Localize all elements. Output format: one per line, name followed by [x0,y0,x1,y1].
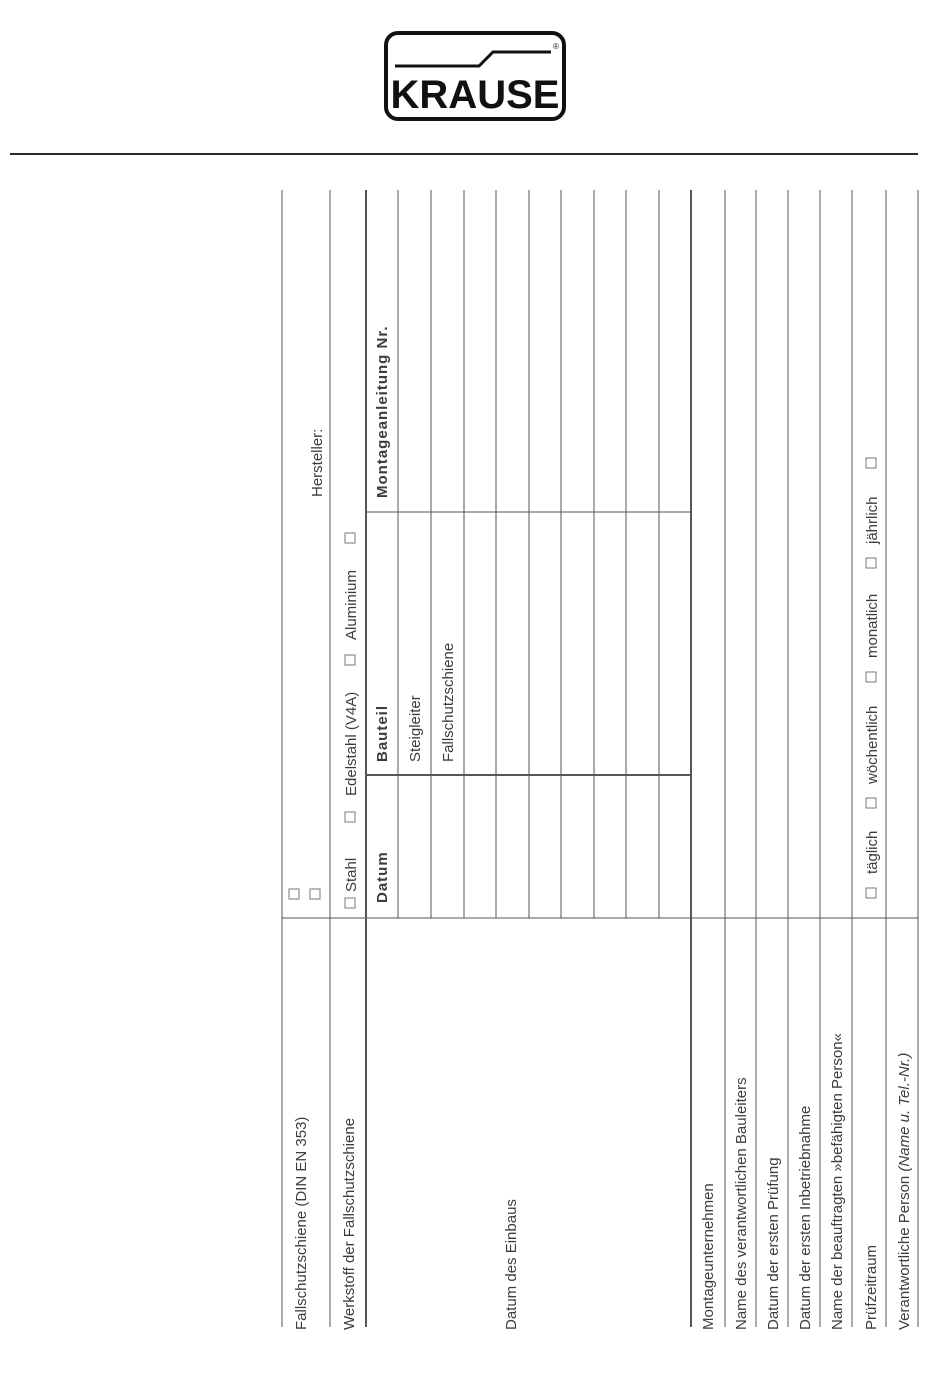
label-hersteller: Hersteller: [309,428,326,497]
krause-logo [383,30,567,122]
label-fallschutzschiene: Fallschutzschiene (DIN EN 353) [293,1116,310,1330]
option-monatlich: monatlich [864,593,881,658]
label-bauleiter: Name des verantwortlichen Bauleiters [733,1077,750,1330]
label-pruefzeitraum: Prüfzeitraum [863,1244,880,1330]
option-stahl: Stahl [343,857,360,892]
option-edelstahl: Edelstahl (V4A) [343,691,360,796]
header-rule [10,153,918,155]
logo-text: KRAUSE [390,73,560,117]
label-verantwortliche-person: Verantwortliche Person (Name u. Tel.-Nr.) [896,1052,913,1330]
option-woechentlich: wöchentlich [864,705,881,784]
label-inbetriebnahme: Datum der ersten Inbetriebnahme [797,1105,814,1330]
header-montageanleitung: Montageanleitung Nr. [374,325,391,498]
verantwortliche-hint: (Name u. Tel.-Nr.) [896,1052,913,1172]
label-werkstoff: Werkstoff der Fallschutzschiene [341,1117,358,1330]
header-bauteil: Bauteil [374,704,391,762]
label-erste-pruefung: Datum der ersten Prüfung [765,1157,782,1330]
option-taeglich: täglich [864,830,881,874]
inspection-form-table [0,180,950,1397]
label-befaehigte-person: Name der beauftragten »befähigten Person« [829,1033,846,1330]
label-montageunternehmen: Montageunternehmen [700,1183,717,1330]
item-fallschutzschiene: Fallschutzschiene [440,642,457,762]
option-jaehrlich: jährlich [864,496,881,544]
registered-mark: ® [553,42,559,51]
label-datum-einbau: Datum des Einbaus [503,1199,520,1330]
item-steigleiter: Steigleiter [407,695,424,762]
option-aluminium: Aluminium [343,569,360,640]
header-datum: Datum [374,851,391,903]
